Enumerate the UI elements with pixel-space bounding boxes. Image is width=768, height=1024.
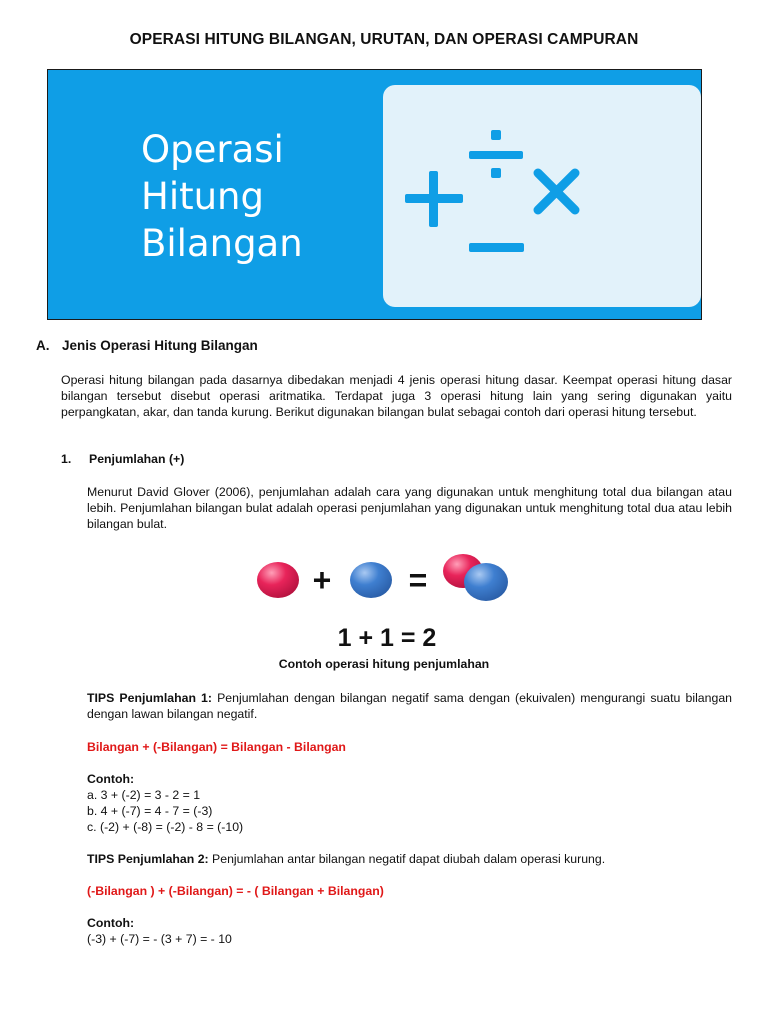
tips1-example-c: c. (-2) + (-8) = (-2) - 8 = (-10): [87, 820, 244, 834]
section-label: A.: [36, 338, 50, 353]
tips2-text: Penjumlahan antar bilangan negatif dapat diubah dalam operasi kurung.: [208, 852, 606, 866]
blue-ball: [350, 562, 392, 598]
section-title: Jenis Operasi Hitung Bilangan: [62, 338, 258, 353]
subsection-number: 1.: [61, 452, 72, 466]
banner-line-2: Hitung: [141, 175, 264, 218]
tips1-example-a: a. 3 + (-2) = 3 - 2 = 1: [87, 788, 201, 802]
red-ball: [257, 562, 299, 598]
tips1-rule: Bilangan + (-Bilangan) = Bilangan - Bilangan: [87, 740, 346, 754]
blue-ball-combined: [464, 563, 508, 601]
tips1-paragraph: [87, 690, 732, 722]
banner-symbol-panel: [383, 85, 701, 307]
tips1-example-label: Contoh:: [87, 772, 135, 786]
figure-caption: Contoh operasi hitung penjumlahan: [278, 657, 490, 671]
banner-line-1: Operasi: [141, 128, 284, 171]
equals-sign: =: [408, 562, 428, 598]
definition-paragraph: Menurut David Glover (2006), penjumlahan adalah cara yang digunakan untuk menghitung total dua bilangan atau lebih. Penjumlahan bilangan bulat adalah operasi penjumlahan yang digunakan untuk menghitung total dua atau lebih bilangan bulat.: [87, 485, 732, 531]
equation-text: 1 + 1 = 2: [337, 624, 437, 652]
tips2-rule: (-Bilangan ) + (-Bilangan) = - ( Bilangan + Bilangan): [87, 884, 384, 898]
subsection-heading: [61, 452, 184, 466]
banner-text: [141, 126, 303, 267]
addition-illustration: [250, 548, 520, 658]
tips2-label: TIPS Penjumlahan 2:: [87, 852, 209, 866]
banner-line-3: Bilangan: [141, 222, 303, 265]
divide-icon: [469, 130, 523, 178]
minus-icon: [469, 243, 524, 252]
tips2-paragraph: [87, 851, 605, 867]
tips1-label: TIPS Penjumlahan 1:: [87, 691, 212, 705]
tips1-text: Penjumlahan dengan bilangan negatif sama dengan (ekuivalen) mengurangi suatu bilangan dengan lawan bilangan negatif.: [87, 691, 732, 721]
intro-paragraph: Operasi hitung bilangan pada dasarnya dibedakan menjadi 4 jenis operasi hitung dasar. Keempat operasi hitung dasar bilangan tersebut disebut operasi aritmatika. Terdapat juga 3 operasi hitung lain yang sering digunakan yaitu perpangkatan, akar, dan tanda kurung. Berikut digunakan bilangan bulat sebagai contoh dari operasi hitung tersebut.: [61, 373, 732, 419]
page-title: OPERASI HITUNG BILANGAN, URUTAN, DAN OPERASI CAMPURAN: [129, 31, 639, 48]
plus-sign: +: [312, 562, 332, 598]
tips1-example-b: b. 4 + (-7) = 4 - 7 = (-3): [87, 804, 213, 818]
banner-image: [47, 69, 702, 320]
tips2-example-1: (-3) + (-7) = - (3 + 7) = - 10: [87, 932, 232, 946]
section-heading: [36, 338, 258, 353]
tips2-example-label: Contoh:: [87, 916, 135, 930]
subsection-title: Penjumlahan (+): [89, 452, 185, 466]
multiply-icon: [538, 173, 575, 210]
plus-icon: [405, 171, 463, 227]
